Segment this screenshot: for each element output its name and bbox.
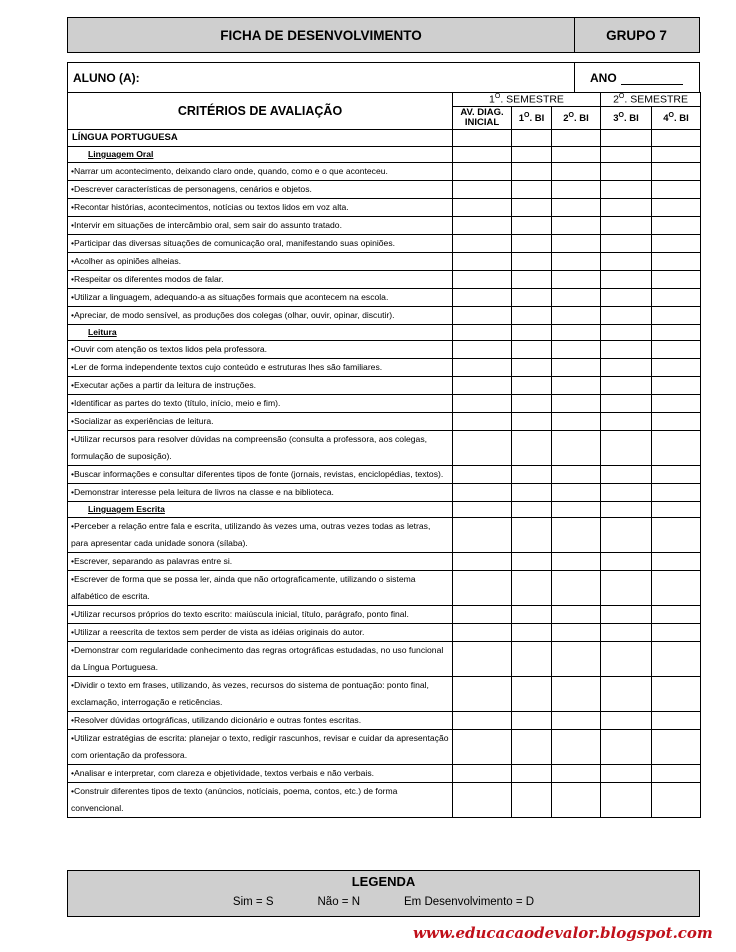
criterion-text: • Narrar um acontecimento, deixando claro onde, quando, como e o que aconteceu. [68, 163, 453, 181]
grade-cell[interactable] [601, 359, 652, 377]
grade-cell[interactable] [652, 217, 701, 235]
grade-cell[interactable] [512, 413, 552, 431]
form-title: FICHA DE DESENVOLVIMENTO [68, 18, 575, 52]
table-row [68, 553, 701, 571]
grade-cell[interactable] [552, 163, 601, 181]
criterion-text: • Escrever de forma que se possa ler, ainda que não ortograficamente, utilizando o sistema alfabético de escrita. [68, 571, 453, 606]
grade-cell[interactable] [512, 431, 552, 466]
grade-cell[interactable] [512, 571, 552, 606]
grade-cell[interactable] [601, 217, 652, 235]
grade-cell[interactable] [652, 181, 701, 199]
grade-cell[interactable] [453, 484, 512, 502]
criterion-text: • Executar ações a partir da leitura de instruções. [68, 377, 453, 395]
criterion-text: • Utilizar a reescrita de textos sem perder de vista as idéias originais do autor. [68, 624, 453, 642]
grade-cell[interactable] [652, 484, 701, 502]
grade-cell[interactable] [601, 271, 652, 289]
grade-cell[interactable] [453, 677, 512, 712]
grade-cell[interactable] [652, 431, 701, 466]
year-field [590, 63, 683, 92]
grade-cell[interactable] [552, 325, 601, 341]
grade-cell[interactable] [552, 199, 601, 217]
grade-cell[interactable] [453, 518, 512, 553]
student-name-label: ALUNO (A): [73, 70, 140, 85]
grade-cell[interactable] [512, 341, 552, 359]
criterion-text: • Respeitar os diferentes modos de falar. [68, 271, 453, 289]
grade-cell[interactable] [601, 181, 652, 199]
table-row [68, 783, 701, 818]
grade-cell[interactable] [552, 571, 601, 606]
grade-cell[interactable] [652, 677, 701, 712]
grade-cell[interactable] [512, 217, 552, 235]
legend-no: Não = N [317, 896, 361, 908]
grade-cell[interactable] [512, 730, 552, 765]
grade-cell[interactable] [512, 377, 552, 395]
section-title: Leitura [68, 325, 453, 341]
grade-cell[interactable] [601, 289, 652, 307]
grade-cell[interactable] [512, 199, 552, 217]
criterion-text: • Utilizar recursos para resolver dúvidas na compreensão (consulta a professora, aos colegas, formulação de suposição). [68, 431, 453, 466]
grade-cell[interactable] [652, 253, 701, 271]
grade-cell[interactable] [453, 642, 512, 677]
criterion-text: • Utilizar estratégias de escrita: planejar o texto, redigir rascunhos, revisar e cuidar da apresentação com orientação da professora. [68, 730, 453, 765]
table-row [68, 642, 701, 677]
year-label: ANO [590, 71, 617, 85]
table-row [68, 466, 701, 484]
grade-cell[interactable] [601, 518, 652, 553]
table-row [68, 199, 701, 217]
grade-cell[interactable] [453, 307, 512, 325]
grade-cell[interactable] [453, 147, 512, 163]
criterion-text: • Intervir em situações de intercâmbio oral, sem sair do assunto tratado. [68, 217, 453, 235]
grade-cell[interactable] [453, 502, 512, 518]
grade-cell[interactable] [601, 163, 652, 181]
grade-cell[interactable] [601, 341, 652, 359]
table-row [68, 484, 701, 502]
blog-url: www.educacaodevalor.blogspot.com [413, 924, 713, 942]
grade-cell[interactable] [453, 199, 512, 217]
criterion-text: • Ler de forma independente textos cujo conteúdo e estruturas lhes são familiares. [68, 359, 453, 377]
criterion-text: • Acolher as opiniões alheias. [68, 253, 453, 271]
grade-cell[interactable] [512, 325, 552, 341]
grade-cell[interactable] [652, 765, 701, 783]
grade-cell[interactable] [652, 466, 701, 484]
table-row [68, 502, 701, 518]
grade-cell[interactable] [453, 325, 512, 341]
grade-cell[interactable] [512, 484, 552, 502]
table-row [68, 624, 701, 642]
table-row [68, 712, 701, 730]
grade-cell[interactable] [601, 677, 652, 712]
grade-cell[interactable] [652, 730, 701, 765]
grade-cell[interactable] [453, 553, 512, 571]
grade-cell[interactable] [552, 431, 601, 466]
legend-items [68, 896, 699, 908]
grade-cell[interactable] [453, 359, 512, 377]
grade-cell[interactable] [601, 377, 652, 395]
grade-cell[interactable] [601, 147, 652, 163]
grade-cell[interactable] [453, 130, 512, 147]
grade-cell[interactable] [652, 606, 701, 624]
criterion-text: • Analisar e interpretar, com clareza e objetividade, textos verbais e não verbais. [68, 765, 453, 783]
legend-title: LEGENDA [351, 874, 416, 889]
grade-cell[interactable] [652, 163, 701, 181]
grade-cell[interactable] [512, 765, 552, 783]
criteria-header: CRITÉRIOS DE AVALIAÇÃO [68, 93, 453, 130]
grade-cell[interactable] [601, 783, 652, 818]
grade-cell[interactable] [552, 484, 601, 502]
grade-cell[interactable] [552, 147, 601, 163]
grade-cell[interactable] [601, 553, 652, 571]
evaluation-table [67, 92, 701, 818]
grade-cell[interactable] [652, 271, 701, 289]
table-row [68, 571, 701, 606]
grade-cell[interactable] [552, 307, 601, 325]
table-row [68, 235, 701, 253]
criterion-text: • Construir diferentes tipos de texto (anúncios, notíciais, poema, contos, etc.) de forma convencional. [68, 783, 453, 818]
grade-cell[interactable] [601, 395, 652, 413]
grade-cell[interactable] [652, 235, 701, 253]
table-row [68, 518, 701, 553]
grade-cell[interactable] [512, 677, 552, 712]
grade-cell[interactable] [512, 518, 552, 553]
section-title: Linguagem Escrita [68, 502, 453, 518]
grade-cell[interactable] [512, 130, 552, 147]
criterion-text: • Socializar as experiências de leitura. [68, 413, 453, 431]
grade-cell[interactable] [552, 289, 601, 307]
criterion-text: • Dividir o texto em frases, utilizando, às vezes, recursos do sistema de pontuação: ponto final, exclamação, interrogação e reticências. [68, 677, 453, 712]
grade-cell[interactable] [552, 712, 601, 730]
grade-cell[interactable] [652, 341, 701, 359]
legend-yes: Sim = S [232, 896, 274, 908]
grade-cell[interactable] [652, 199, 701, 217]
criterion-text: • Resolver dúvidas ortográficas, utilizando dicionário e outras fontes escritas. [68, 712, 453, 730]
grade-cell[interactable] [453, 253, 512, 271]
criterion-text: • Apreciar, de modo sensível, as produções dos colegas (olhar, ouvir, opinar, discutir). [68, 307, 453, 325]
grade-cell[interactable] [652, 307, 701, 325]
grade-cell[interactable] [652, 553, 701, 571]
grade-cell[interactable] [652, 712, 701, 730]
table-row [68, 163, 701, 181]
grade-cell[interactable] [512, 253, 552, 271]
grade-cell[interactable] [552, 341, 601, 359]
grade-cell[interactable] [552, 502, 601, 518]
section-title: Linguagem Oral [68, 147, 453, 163]
bim-4-header: $4^O$. BI [652, 107, 701, 130]
table-row [68, 147, 701, 163]
grade-cell[interactable] [552, 518, 601, 553]
criterion-text: • Identificar as partes do texto (título, início, meio e fim). [68, 395, 453, 413]
grade-cell[interactable] [601, 307, 652, 325]
grade-cell[interactable] [453, 431, 512, 466]
subject-title: LÍNGUA PORTUGUESA [68, 130, 453, 147]
grade-cell[interactable] [453, 765, 512, 783]
grade-cell[interactable] [552, 783, 601, 818]
grade-cell[interactable] [512, 289, 552, 307]
grade-cell[interactable] [512, 307, 552, 325]
grade-cell[interactable] [512, 783, 552, 818]
bim-2-header: $2^O$. BI [552, 107, 601, 130]
grade-cell[interactable] [552, 606, 601, 624]
grade-cell[interactable] [453, 571, 512, 606]
grade-cell[interactable] [652, 624, 701, 642]
criterion-text: • Utilizar recursos próprios do texto escrito: maiúscula inicial, título, parágrafo, ponto final. [68, 606, 453, 624]
criterion-text: • Escrever, separando as palavras entre si. [68, 553, 453, 571]
grade-cell[interactable] [601, 624, 652, 642]
grade-cell[interactable] [512, 553, 552, 571]
table-row [68, 395, 701, 413]
semester-2-header: $2^O$. SEMESTRE [601, 93, 701, 107]
grade-cell[interactable] [552, 130, 601, 147]
table-row [68, 431, 701, 466]
grade-cell[interactable] [652, 359, 701, 377]
table-row [68, 181, 701, 199]
grade-cell[interactable] [512, 624, 552, 642]
grade-cell[interactable] [453, 377, 512, 395]
grade-cell[interactable] [652, 783, 701, 818]
grade-cell[interactable] [601, 431, 652, 466]
grade-cell[interactable] [552, 253, 601, 271]
grade-cell[interactable] [552, 553, 601, 571]
bim-3-header: $3^O$. BI [601, 107, 652, 130]
table-row [68, 677, 701, 712]
grade-cell[interactable] [453, 235, 512, 253]
criterion-text: • Participar das diversas situações de comunicação oral, manifestando suas opiniões. [68, 235, 453, 253]
grade-cell[interactable] [601, 606, 652, 624]
grade-cell[interactable] [652, 413, 701, 431]
grade-cell[interactable] [453, 730, 512, 765]
grade-cell[interactable] [512, 271, 552, 289]
grade-cell[interactable] [601, 130, 652, 147]
criterion-text: • Descrever características de personagens, cenários e objetos. [68, 181, 453, 199]
grade-cell[interactable] [552, 359, 601, 377]
grade-cell[interactable] [601, 642, 652, 677]
grade-cell[interactable] [601, 484, 652, 502]
grade-cell[interactable] [552, 377, 601, 395]
grade-cell[interactable] [453, 466, 512, 484]
table-row [68, 341, 701, 359]
grade-cell[interactable] [512, 466, 552, 484]
grade-cell[interactable] [552, 730, 601, 765]
table-row [68, 606, 701, 624]
grade-cell[interactable] [601, 730, 652, 765]
grade-cell[interactable] [652, 642, 701, 677]
student-row-divider [574, 63, 575, 92]
diag-header: AV. DIAG. INICIAL [453, 107, 512, 130]
table-row [68, 130, 701, 147]
grade-cell[interactable] [453, 606, 512, 624]
grade-cell[interactable] [552, 235, 601, 253]
grade-cell[interactable] [512, 395, 552, 413]
grade-cell[interactable] [512, 606, 552, 624]
grade-cell[interactable] [552, 466, 601, 484]
table-row [68, 765, 701, 783]
student-row [67, 62, 700, 93]
grade-cell[interactable] [552, 395, 601, 413]
grade-cell[interactable] [601, 235, 652, 253]
grade-cell[interactable] [601, 413, 652, 431]
grade-cell[interactable] [652, 518, 701, 553]
table-row [68, 271, 701, 289]
grade-cell[interactable] [552, 765, 601, 783]
grade-cell[interactable] [652, 395, 701, 413]
criterion-text: • Buscar informações e consultar diferentes tipos de fonte (jornais, revistas, enciclopédias, textos). [68, 466, 453, 484]
grade-cell[interactable] [453, 217, 512, 235]
grade-cell[interactable] [512, 235, 552, 253]
grade-cell[interactable] [652, 502, 701, 518]
title-bar [67, 17, 700, 53]
grade-cell[interactable] [552, 677, 601, 712]
grade-cell[interactable] [652, 289, 701, 307]
grade-cell[interactable] [601, 571, 652, 606]
grade-cell[interactable] [552, 271, 601, 289]
grade-cell[interactable] [601, 712, 652, 730]
year-blank-line [621, 83, 683, 85]
criterion-text: • Ouvir com atenção os textos lidos pela professora. [68, 341, 453, 359]
table-row [68, 307, 701, 325]
grade-cell[interactable] [552, 413, 601, 431]
grade-cell[interactable] [652, 325, 701, 341]
table-row [68, 359, 701, 377]
grade-cell[interactable] [552, 217, 601, 235]
grade-cell[interactable] [453, 181, 512, 199]
table-row [68, 217, 701, 235]
table-row [68, 730, 701, 765]
grade-cell[interactable] [453, 271, 512, 289]
grade-cell[interactable] [601, 502, 652, 518]
bim-1-header: $1^O$. BI [512, 107, 552, 130]
table-row [68, 413, 701, 431]
grade-cell[interactable] [552, 642, 601, 677]
grade-cell[interactable] [512, 147, 552, 163]
legend-box [67, 870, 700, 917]
criterion-text: • Perceber a relação entre fala e escrita, utilizando às vezes uma, outras vezes todas as letras, para apresentar cada unidade sonora (sílaba). [68, 518, 453, 553]
grade-cell[interactable] [652, 130, 701, 147]
grade-cell[interactable] [512, 181, 552, 199]
grade-cell[interactable] [601, 466, 652, 484]
table-row [68, 253, 701, 271]
grade-cell[interactable] [552, 624, 601, 642]
criterion-text: • Utilizar a linguagem, adequando-a as situações formais que acontecem na escola. [68, 289, 453, 307]
table-row [68, 377, 701, 395]
table-row [68, 289, 701, 307]
semester-1-header: $1^O$. SEMESTRE [453, 93, 601, 107]
criterion-text: • Recontar histórias, acontecimentos, notícias ou textos lidos em voz alta. [68, 199, 453, 217]
grade-cell[interactable] [453, 341, 512, 359]
grade-cell[interactable] [453, 395, 512, 413]
grade-cell[interactable] [652, 377, 701, 395]
grade-cell[interactable] [512, 712, 552, 730]
grade-cell[interactable] [601, 199, 652, 217]
grade-cell[interactable] [512, 359, 552, 377]
grade-cell[interactable] [512, 163, 552, 181]
grade-cell[interactable] [512, 502, 552, 518]
grade-cell[interactable] [601, 765, 652, 783]
grade-cell[interactable] [453, 783, 512, 818]
grade-cell[interactable] [453, 624, 512, 642]
grade-cell[interactable] [512, 642, 552, 677]
grade-cell[interactable] [453, 163, 512, 181]
grade-cell[interactable] [453, 413, 512, 431]
grade-cell[interactable] [652, 147, 701, 163]
criterion-text: • Demonstrar com regularidade conhecimento das regras ortográficas estudadas, no uso funcional da Língua Portuguesa. [68, 642, 453, 677]
criterion-text: • Demonstrar interesse pela leitura de livros na classe e na biblioteca. [68, 484, 453, 502]
grade-cell[interactable] [552, 181, 601, 199]
group-label: GRUPO 7 [606, 27, 667, 43]
criteria-body [68, 130, 701, 818]
grade-cell[interactable] [601, 253, 652, 271]
table-row [68, 325, 701, 341]
grade-cell[interactable] [601, 325, 652, 341]
grade-cell[interactable] [453, 712, 512, 730]
grade-cell[interactable] [652, 571, 701, 606]
legend-developing: Em Desenvolvimento = D [404, 896, 535, 908]
grade-cell[interactable] [453, 289, 512, 307]
